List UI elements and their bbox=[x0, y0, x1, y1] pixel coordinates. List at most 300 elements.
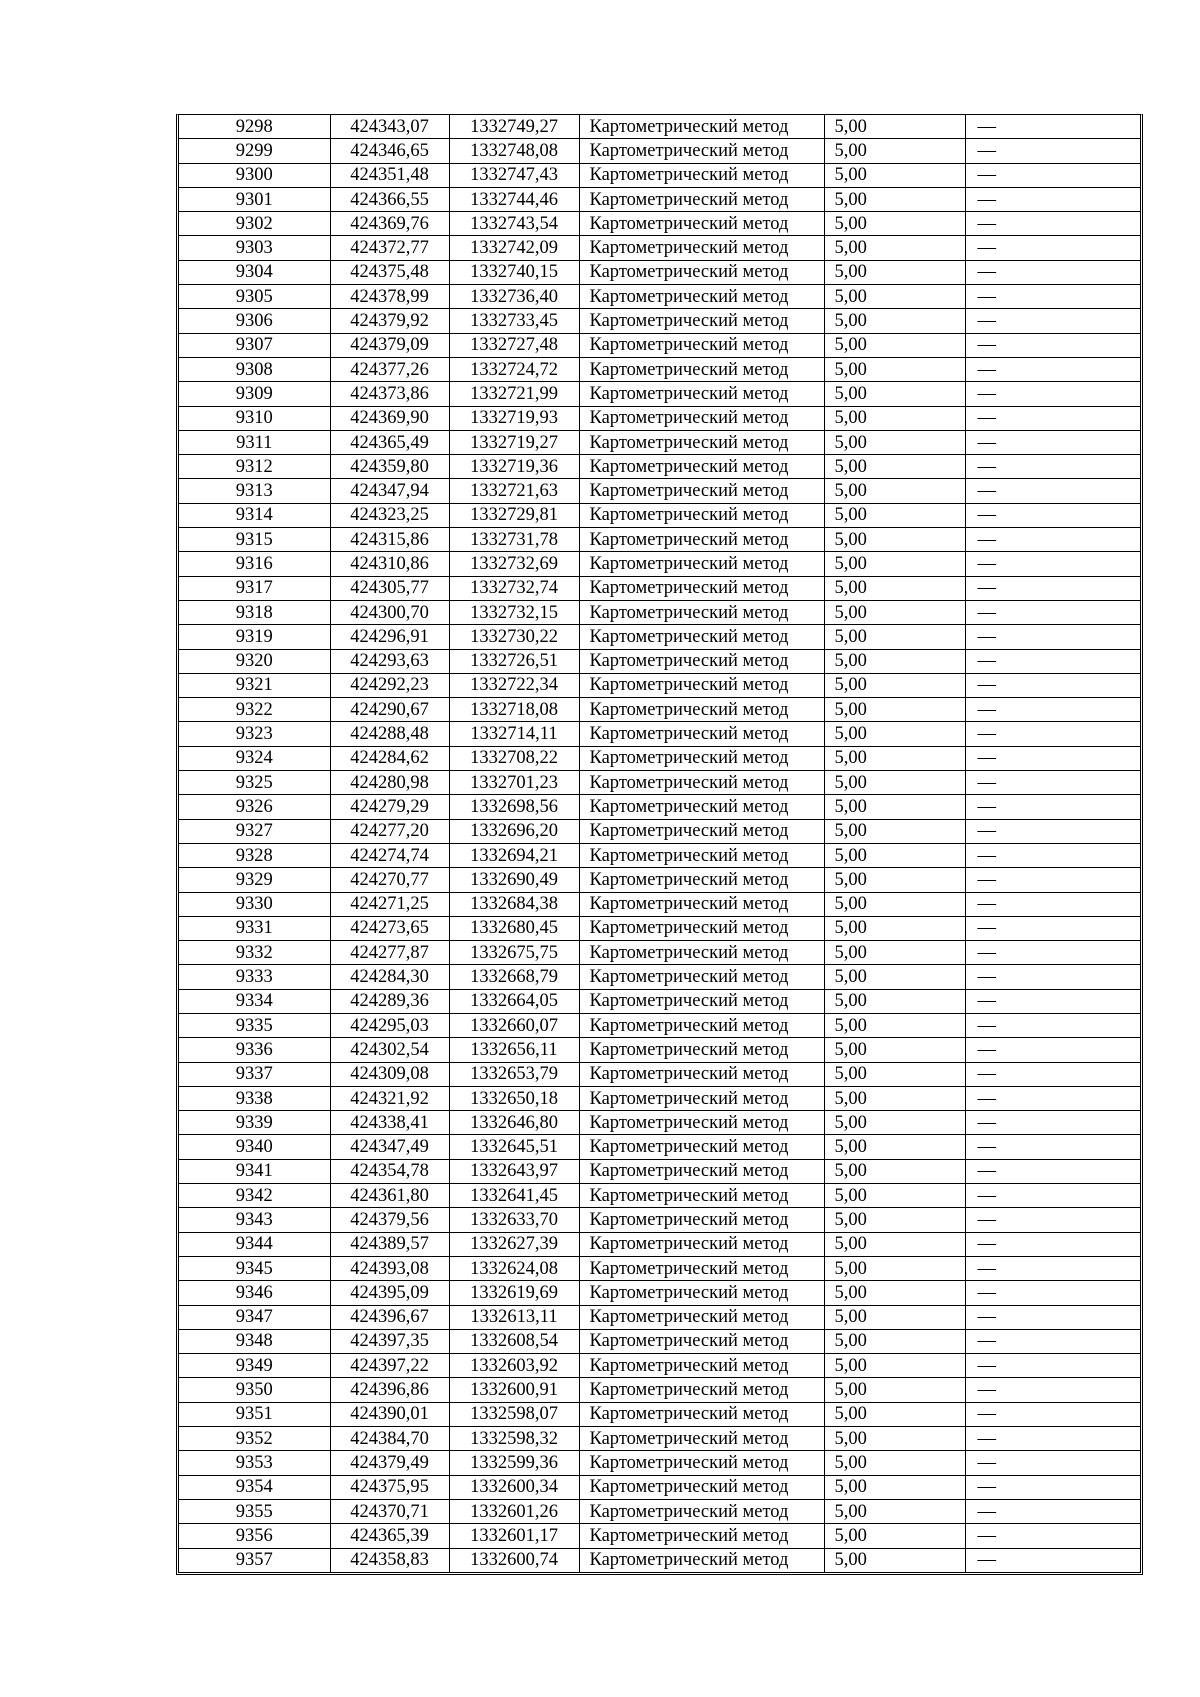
table-row bbox=[179, 1159, 1140, 1183]
point-number-cell: 9307 bbox=[179, 333, 330, 357]
method-cell: Картометрический метод bbox=[579, 1038, 824, 1062]
point-number-cell: 9315 bbox=[179, 528, 330, 552]
table-row bbox=[179, 430, 1140, 454]
method-cell: Картометрический метод bbox=[579, 430, 824, 454]
y-coordinate-cell: 1332619,69 bbox=[449, 1281, 579, 1305]
y-coordinate-cell: 1332660,07 bbox=[449, 1013, 579, 1037]
y-coordinate-cell: 1332598,32 bbox=[449, 1427, 579, 1451]
point-number-cell: 9338 bbox=[179, 1086, 330, 1110]
method-cell: Картометрический метод bbox=[579, 1232, 824, 1256]
accuracy-cell: 5,00 bbox=[824, 722, 965, 746]
table-row bbox=[179, 503, 1140, 527]
x-coordinate-cell: 424393,08 bbox=[330, 1256, 449, 1280]
description-cell: — bbox=[965, 309, 1140, 333]
method-cell: Картометрический метод bbox=[579, 771, 824, 795]
description-cell: — bbox=[965, 1256, 1140, 1280]
accuracy-cell: 5,00 bbox=[824, 1159, 965, 1183]
description-cell: — bbox=[965, 212, 1140, 236]
description-cell: — bbox=[965, 139, 1140, 163]
method-cell: Картометрический метод bbox=[579, 479, 824, 503]
x-coordinate-cell: 424302,54 bbox=[330, 1038, 449, 1062]
description-cell: — bbox=[965, 503, 1140, 527]
table-row bbox=[179, 1086, 1140, 1110]
y-coordinate-cell: 1332732,74 bbox=[449, 576, 579, 600]
method-cell: Картометрический метод bbox=[579, 1281, 824, 1305]
accuracy-cell: 5,00 bbox=[824, 163, 965, 187]
method-cell: Картометрический метод bbox=[579, 1013, 824, 1037]
x-coordinate-cell: 424310,86 bbox=[330, 552, 449, 576]
description-cell: — bbox=[965, 236, 1140, 260]
description-cell: — bbox=[965, 916, 1140, 940]
description-cell: — bbox=[965, 1378, 1140, 1402]
x-coordinate-cell: 424396,86 bbox=[330, 1378, 449, 1402]
accuracy-cell: 5,00 bbox=[824, 1135, 965, 1159]
accuracy-cell: 5,00 bbox=[824, 212, 965, 236]
x-coordinate-cell: 424366,55 bbox=[330, 187, 449, 211]
method-cell: Картометрический метод bbox=[579, 1329, 824, 1353]
x-coordinate-cell: 424289,36 bbox=[330, 989, 449, 1013]
method-cell: Картометрический метод bbox=[579, 965, 824, 989]
x-coordinate-cell: 424280,98 bbox=[330, 771, 449, 795]
point-number-cell: 9344 bbox=[179, 1232, 330, 1256]
x-coordinate-cell: 424395,09 bbox=[330, 1281, 449, 1305]
table-row bbox=[179, 552, 1140, 576]
accuracy-cell: 5,00 bbox=[824, 1427, 965, 1451]
description-cell: — bbox=[965, 1208, 1140, 1232]
point-number-cell: 9334 bbox=[179, 989, 330, 1013]
x-coordinate-cell: 424379,49 bbox=[330, 1451, 449, 1475]
description-cell: — bbox=[965, 528, 1140, 552]
point-number-cell: 9340 bbox=[179, 1135, 330, 1159]
accuracy-cell: 5,00 bbox=[824, 941, 965, 965]
accuracy-cell: 5,00 bbox=[824, 1451, 965, 1475]
accuracy-cell: 5,00 bbox=[824, 1111, 965, 1135]
description-cell: — bbox=[965, 382, 1140, 406]
y-coordinate-cell: 1332714,11 bbox=[449, 722, 579, 746]
point-number-cell: 9330 bbox=[179, 892, 330, 916]
method-cell: Картометрический метод bbox=[579, 892, 824, 916]
table-row bbox=[179, 1475, 1140, 1499]
x-coordinate-cell: 424369,76 bbox=[330, 212, 449, 236]
point-number-cell: 9351 bbox=[179, 1402, 330, 1426]
point-number-cell: 9327 bbox=[179, 819, 330, 843]
description-cell: — bbox=[965, 1475, 1140, 1499]
x-coordinate-cell: 424292,23 bbox=[330, 673, 449, 697]
accuracy-cell: 5,00 bbox=[824, 795, 965, 819]
point-number-cell: 9300 bbox=[179, 163, 330, 187]
x-coordinate-cell: 424296,91 bbox=[330, 625, 449, 649]
y-coordinate-cell: 1332599,36 bbox=[449, 1451, 579, 1475]
accuracy-cell: 5,00 bbox=[824, 1086, 965, 1110]
table-row bbox=[179, 746, 1140, 770]
y-coordinate-cell: 1332736,40 bbox=[449, 285, 579, 309]
description-cell: — bbox=[965, 746, 1140, 770]
method-cell: Картометрический метод bbox=[579, 795, 824, 819]
y-coordinate-cell: 1332645,51 bbox=[449, 1135, 579, 1159]
point-number-cell: 9328 bbox=[179, 843, 330, 867]
accuracy-cell: 5,00 bbox=[824, 892, 965, 916]
x-coordinate-cell: 424270,77 bbox=[330, 868, 449, 892]
accuracy-cell: 5,00 bbox=[824, 1062, 965, 1086]
description-cell: — bbox=[965, 1013, 1140, 1037]
method-cell: Картометрический метод bbox=[579, 115, 824, 139]
table-row bbox=[179, 649, 1140, 673]
accuracy-cell: 5,00 bbox=[824, 1402, 965, 1426]
accuracy-cell: 5,00 bbox=[824, 1256, 965, 1280]
description-cell: — bbox=[965, 1184, 1140, 1208]
y-coordinate-cell: 1332603,92 bbox=[449, 1354, 579, 1378]
description-cell: — bbox=[965, 1111, 1140, 1135]
method-cell: Картометрический метод bbox=[579, 673, 824, 697]
description-cell: — bbox=[965, 1086, 1140, 1110]
method-cell: Картометрический метод bbox=[579, 600, 824, 624]
method-cell: Картометрический метод bbox=[579, 382, 824, 406]
point-number-cell: 9342 bbox=[179, 1184, 330, 1208]
x-coordinate-cell: 424379,56 bbox=[330, 1208, 449, 1232]
y-coordinate-cell: 1332600,91 bbox=[449, 1378, 579, 1402]
y-coordinate-cell: 1332729,81 bbox=[449, 503, 579, 527]
table-row bbox=[179, 1013, 1140, 1037]
table-row bbox=[179, 236, 1140, 260]
point-number-cell: 9299 bbox=[179, 139, 330, 163]
accuracy-cell: 5,00 bbox=[824, 843, 965, 867]
point-number-cell: 9341 bbox=[179, 1159, 330, 1183]
accuracy-cell: 5,00 bbox=[824, 1499, 965, 1523]
x-coordinate-cell: 424397,22 bbox=[330, 1354, 449, 1378]
method-cell: Картометрический метод bbox=[579, 333, 824, 357]
y-coordinate-cell: 1332698,56 bbox=[449, 795, 579, 819]
method-cell: Картометрический метод bbox=[579, 1427, 824, 1451]
x-coordinate-cell: 424343,07 bbox=[330, 115, 449, 139]
point-number-cell: 9313 bbox=[179, 479, 330, 503]
table-row bbox=[179, 528, 1140, 552]
x-coordinate-cell: 424397,35 bbox=[330, 1329, 449, 1353]
table-row bbox=[179, 1111, 1140, 1135]
point-number-cell: 9302 bbox=[179, 212, 330, 236]
accuracy-cell: 5,00 bbox=[824, 698, 965, 722]
table-row bbox=[179, 1499, 1140, 1523]
table-row bbox=[179, 382, 1140, 406]
accuracy-cell: 5,00 bbox=[824, 528, 965, 552]
description-cell: — bbox=[965, 1402, 1140, 1426]
method-cell: Картометрический метод bbox=[579, 1111, 824, 1135]
method-cell: Картометрический метод bbox=[579, 260, 824, 284]
accuracy-cell: 5,00 bbox=[824, 1305, 965, 1329]
description-cell: — bbox=[965, 600, 1140, 624]
method-cell: Картометрический метод bbox=[579, 1548, 824, 1572]
point-number-cell: 9357 bbox=[179, 1548, 330, 1572]
y-coordinate-cell: 1332740,15 bbox=[449, 260, 579, 284]
accuracy-cell: 5,00 bbox=[824, 746, 965, 770]
point-number-cell: 9346 bbox=[179, 1281, 330, 1305]
y-coordinate-cell: 1332601,17 bbox=[449, 1524, 579, 1548]
method-cell: Картометрический метод bbox=[579, 941, 824, 965]
table-row bbox=[179, 941, 1140, 965]
y-coordinate-cell: 1332721,99 bbox=[449, 382, 579, 406]
point-number-cell: 9323 bbox=[179, 722, 330, 746]
y-coordinate-cell: 1332732,15 bbox=[449, 600, 579, 624]
table-row bbox=[179, 1524, 1140, 1548]
x-coordinate-cell: 424373,86 bbox=[330, 382, 449, 406]
x-coordinate-cell: 424378,99 bbox=[330, 285, 449, 309]
x-coordinate-cell: 424284,30 bbox=[330, 965, 449, 989]
y-coordinate-cell: 1332730,22 bbox=[449, 625, 579, 649]
point-number-cell: 9337 bbox=[179, 1062, 330, 1086]
point-number-cell: 9336 bbox=[179, 1038, 330, 1062]
y-coordinate-cell: 1332633,70 bbox=[449, 1208, 579, 1232]
method-cell: Картометрический метод bbox=[579, 357, 824, 381]
y-coordinate-cell: 1332664,05 bbox=[449, 989, 579, 1013]
method-cell: Картометрический метод bbox=[579, 722, 824, 746]
x-coordinate-cell: 424369,90 bbox=[330, 406, 449, 430]
point-number-cell: 9350 bbox=[179, 1378, 330, 1402]
point-number-cell: 9322 bbox=[179, 698, 330, 722]
y-coordinate-cell: 1332650,18 bbox=[449, 1086, 579, 1110]
method-cell: Картометрический метод bbox=[579, 819, 824, 843]
description-cell: — bbox=[965, 357, 1140, 381]
y-coordinate-cell: 1332600,34 bbox=[449, 1475, 579, 1499]
y-coordinate-cell: 1332719,27 bbox=[449, 430, 579, 454]
description-cell: — bbox=[965, 333, 1140, 357]
accuracy-cell: 5,00 bbox=[824, 309, 965, 333]
table-row bbox=[179, 163, 1140, 187]
method-cell: Картометрический метод bbox=[579, 1305, 824, 1329]
table-row bbox=[179, 625, 1140, 649]
accuracy-cell: 5,00 bbox=[824, 430, 965, 454]
y-coordinate-cell: 1332724,72 bbox=[449, 357, 579, 381]
table-row bbox=[179, 673, 1140, 697]
accuracy-cell: 5,00 bbox=[824, 1038, 965, 1062]
method-cell: Картометрический метод bbox=[579, 916, 824, 940]
y-coordinate-cell: 1332646,80 bbox=[449, 1111, 579, 1135]
description-cell: — bbox=[965, 1524, 1140, 1548]
method-cell: Картометрический метод bbox=[579, 528, 824, 552]
x-coordinate-cell: 424358,83 bbox=[330, 1548, 449, 1572]
table-row bbox=[179, 115, 1140, 139]
accuracy-cell: 5,00 bbox=[824, 1378, 965, 1402]
point-number-cell: 9319 bbox=[179, 625, 330, 649]
point-number-cell: 9309 bbox=[179, 382, 330, 406]
table-row bbox=[179, 1548, 1140, 1572]
accuracy-cell: 5,00 bbox=[824, 625, 965, 649]
point-number-cell: 9349 bbox=[179, 1354, 330, 1378]
method-cell: Картометрический метод bbox=[579, 1135, 824, 1159]
y-coordinate-cell: 1332680,45 bbox=[449, 916, 579, 940]
x-coordinate-cell: 424375,48 bbox=[330, 260, 449, 284]
table-row bbox=[179, 139, 1140, 163]
y-coordinate-cell: 1332668,79 bbox=[449, 965, 579, 989]
accuracy-cell: 5,00 bbox=[824, 236, 965, 260]
method-cell: Картометрический метод bbox=[579, 1475, 824, 1499]
method-cell: Картометрический метод bbox=[579, 1208, 824, 1232]
method-cell: Картометрический метод bbox=[579, 1256, 824, 1280]
table-row bbox=[179, 1402, 1140, 1426]
table-row bbox=[179, 868, 1140, 892]
accuracy-cell: 5,00 bbox=[824, 771, 965, 795]
y-coordinate-cell: 1332624,08 bbox=[449, 1256, 579, 1280]
x-coordinate-cell: 424321,92 bbox=[330, 1086, 449, 1110]
coordinates-table bbox=[179, 115, 1140, 1572]
method-cell: Картометрический метод bbox=[579, 285, 824, 309]
y-coordinate-cell: 1332748,08 bbox=[449, 139, 579, 163]
table-row bbox=[179, 576, 1140, 600]
x-coordinate-cell: 424273,65 bbox=[330, 916, 449, 940]
accuracy-cell: 5,00 bbox=[824, 819, 965, 843]
x-coordinate-cell: 424384,70 bbox=[330, 1427, 449, 1451]
table-row bbox=[179, 187, 1140, 211]
method-cell: Картометрический метод bbox=[579, 1354, 824, 1378]
description-cell: — bbox=[965, 260, 1140, 284]
y-coordinate-cell: 1332727,48 bbox=[449, 333, 579, 357]
point-number-cell: 9356 bbox=[179, 1524, 330, 1548]
y-coordinate-cell: 1332743,54 bbox=[449, 212, 579, 236]
method-cell: Картометрический метод bbox=[579, 406, 824, 430]
x-coordinate-cell: 424274,74 bbox=[330, 843, 449, 867]
table-row bbox=[179, 1062, 1140, 1086]
x-coordinate-cell: 424347,49 bbox=[330, 1135, 449, 1159]
point-number-cell: 9333 bbox=[179, 965, 330, 989]
accuracy-cell: 5,00 bbox=[824, 673, 965, 697]
point-number-cell: 9304 bbox=[179, 260, 330, 284]
description-cell: — bbox=[965, 698, 1140, 722]
description-cell: — bbox=[965, 1427, 1140, 1451]
accuracy-cell: 5,00 bbox=[824, 576, 965, 600]
x-coordinate-cell: 424346,65 bbox=[330, 139, 449, 163]
y-coordinate-cell: 1332643,97 bbox=[449, 1159, 579, 1183]
x-coordinate-cell: 424295,03 bbox=[330, 1013, 449, 1037]
y-coordinate-cell: 1332690,49 bbox=[449, 868, 579, 892]
description-cell: — bbox=[965, 576, 1140, 600]
method-cell: Картометрический метод bbox=[579, 843, 824, 867]
table-row bbox=[179, 1281, 1140, 1305]
description-cell: — bbox=[965, 868, 1140, 892]
method-cell: Картометрический метод bbox=[579, 455, 824, 479]
table-row bbox=[179, 722, 1140, 746]
description-cell: — bbox=[965, 843, 1140, 867]
description-cell: — bbox=[965, 722, 1140, 746]
table-row bbox=[179, 285, 1140, 309]
description-cell: — bbox=[965, 795, 1140, 819]
y-coordinate-cell: 1332598,07 bbox=[449, 1402, 579, 1426]
point-number-cell: 9316 bbox=[179, 552, 330, 576]
table-row bbox=[179, 771, 1140, 795]
point-number-cell: 9305 bbox=[179, 285, 330, 309]
y-coordinate-cell: 1332696,20 bbox=[449, 819, 579, 843]
method-cell: Картометрический метод bbox=[579, 1378, 824, 1402]
y-coordinate-cell: 1332701,23 bbox=[449, 771, 579, 795]
x-coordinate-cell: 424338,41 bbox=[330, 1111, 449, 1135]
x-coordinate-cell: 424305,77 bbox=[330, 576, 449, 600]
accuracy-cell: 5,00 bbox=[824, 989, 965, 1013]
table-row bbox=[179, 1208, 1140, 1232]
table-row bbox=[179, 406, 1140, 430]
x-coordinate-cell: 424365,49 bbox=[330, 430, 449, 454]
x-coordinate-cell: 424372,77 bbox=[330, 236, 449, 260]
method-cell: Картометрический метод bbox=[579, 649, 824, 673]
description-cell: — bbox=[965, 285, 1140, 309]
method-cell: Картометрический метод bbox=[579, 1062, 824, 1086]
point-number-cell: 9339 bbox=[179, 1111, 330, 1135]
method-cell: Картометрический метод bbox=[579, 868, 824, 892]
table-row bbox=[179, 1427, 1140, 1451]
y-coordinate-cell: 1332608,54 bbox=[449, 1329, 579, 1353]
method-cell: Картометрический метод bbox=[579, 1402, 824, 1426]
point-number-cell: 9354 bbox=[179, 1475, 330, 1499]
accuracy-cell: 5,00 bbox=[824, 1524, 965, 1548]
point-number-cell: 9314 bbox=[179, 503, 330, 527]
method-cell: Картометрический метод bbox=[579, 236, 824, 260]
description-cell: — bbox=[965, 1232, 1140, 1256]
accuracy-cell: 5,00 bbox=[824, 916, 965, 940]
description-cell: — bbox=[965, 1159, 1140, 1183]
accuracy-cell: 5,00 bbox=[824, 1281, 965, 1305]
method-cell: Картометрический метод bbox=[579, 1086, 824, 1110]
table-row bbox=[179, 1354, 1140, 1378]
method-cell: Картометрический метод bbox=[579, 187, 824, 211]
x-coordinate-cell: 424293,63 bbox=[330, 649, 449, 673]
point-number-cell: 9348 bbox=[179, 1329, 330, 1353]
table-row bbox=[179, 843, 1140, 867]
description-cell: — bbox=[965, 1135, 1140, 1159]
x-coordinate-cell: 424284,62 bbox=[330, 746, 449, 770]
point-number-cell: 9329 bbox=[179, 868, 330, 892]
accuracy-cell: 5,00 bbox=[824, 649, 965, 673]
table-row bbox=[179, 260, 1140, 284]
x-coordinate-cell: 424379,09 bbox=[330, 333, 449, 357]
accuracy-cell: 5,00 bbox=[824, 600, 965, 624]
method-cell: Картометрический метод bbox=[579, 503, 824, 527]
table-row bbox=[179, 212, 1140, 236]
description-cell: — bbox=[965, 430, 1140, 454]
y-coordinate-cell: 1332719,36 bbox=[449, 455, 579, 479]
table-row bbox=[179, 1038, 1140, 1062]
x-coordinate-cell: 424359,80 bbox=[330, 455, 449, 479]
x-coordinate-cell: 424351,48 bbox=[330, 163, 449, 187]
y-coordinate-cell: 1332627,39 bbox=[449, 1232, 579, 1256]
y-coordinate-cell: 1332718,08 bbox=[449, 698, 579, 722]
coordinates-table-frame bbox=[176, 114, 1143, 1575]
description-cell: — bbox=[965, 1329, 1140, 1353]
x-coordinate-cell: 424389,57 bbox=[330, 1232, 449, 1256]
point-number-cell: 9331 bbox=[179, 916, 330, 940]
accuracy-cell: 5,00 bbox=[824, 333, 965, 357]
accuracy-cell: 5,00 bbox=[824, 1329, 965, 1353]
point-number-cell: 9355 bbox=[179, 1499, 330, 1523]
y-coordinate-cell: 1332600,74 bbox=[449, 1548, 579, 1572]
description-cell: — bbox=[965, 1548, 1140, 1572]
y-coordinate-cell: 1332742,09 bbox=[449, 236, 579, 260]
description-cell: — bbox=[965, 1281, 1140, 1305]
description-cell: — bbox=[965, 163, 1140, 187]
point-number-cell: 9343 bbox=[179, 1208, 330, 1232]
description-cell: — bbox=[965, 673, 1140, 697]
x-coordinate-cell: 424361,80 bbox=[330, 1184, 449, 1208]
table-row bbox=[179, 1184, 1140, 1208]
y-coordinate-cell: 1332726,51 bbox=[449, 649, 579, 673]
table-row bbox=[179, 1256, 1140, 1280]
description-cell: — bbox=[965, 455, 1140, 479]
table-row bbox=[179, 989, 1140, 1013]
point-number-cell: 9317 bbox=[179, 576, 330, 600]
point-number-cell: 9347 bbox=[179, 1305, 330, 1329]
y-coordinate-cell: 1332675,75 bbox=[449, 941, 579, 965]
point-number-cell: 9345 bbox=[179, 1256, 330, 1280]
method-cell: Картометрический метод bbox=[579, 139, 824, 163]
accuracy-cell: 5,00 bbox=[824, 479, 965, 503]
accuracy-cell: 5,00 bbox=[824, 187, 965, 211]
accuracy-cell: 5,00 bbox=[824, 260, 965, 284]
point-number-cell: 9298 bbox=[179, 115, 330, 139]
